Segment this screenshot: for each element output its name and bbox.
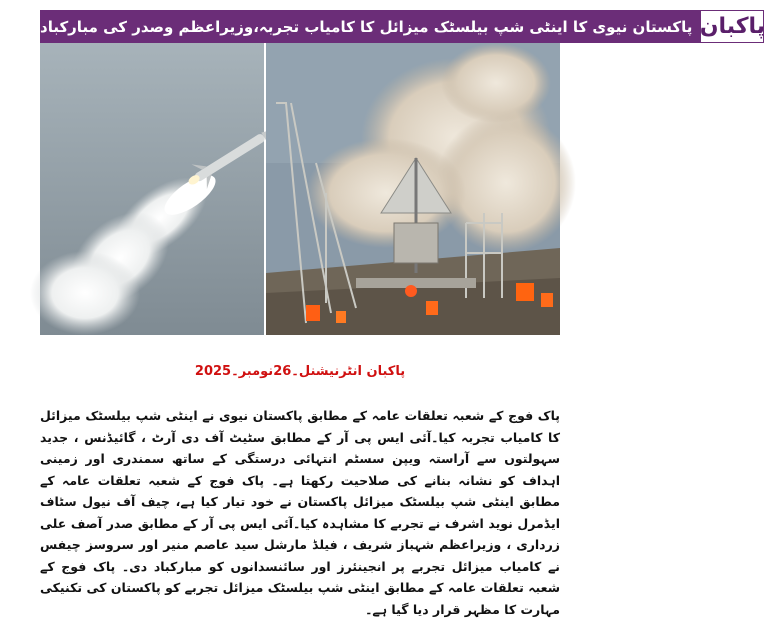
article-body: پاک فوج کے شعبہ تعلقات عامہ کے مطابق پاکستان نیوی نے اینٹی شپ بیلسٹک میزائل کا کامیاب تجربہ کیا۔آئی ایس پی آر کے مطابق سٹیٹ آف دی آرٹ ، گائیڈنس ، جدید سہولتوں سے آراستہ ویپن سسٹم انتہائی درستگی کے ساتھ سمندری اور زمینی اہداف کو نشانہ بنانے کی صلاحیت رکھتا ہے۔ پاک فوج کے شعبہ تعلقات عامہ کے مطابق اینٹی شپ بیلسٹک میزائل پاکستان نے خود تیار کیا ہے، چیف آف نیول سٹاف ایڈمرل نوید اشرف نے تجربے کا مشاہدہ کیا۔آئی ایس پی آر کے مطابق صدر آصف علی زرداری ، وزیراعظم شہباز شریف ، فیلڈ مارشل سید عاصم منیر اور سروسز چیفس نے کامیاب میزائل تجربے پر انجینئرز اور سائنسدانوں کو مبارکباد دی۔ پاک فوج کے شعبہ تعلقات عامہ کے مطابق اینٹی شپ بیلسٹک میزائل تجربے کو پاکستان کی تکنیکی مہارت کا مظہر قرار دیا گیا ہے۔ (40, 408, 560, 617)
ship-deck-launch-photo (266, 43, 560, 335)
dateline: پاکبان انٹرنیشنل۔26نومبر۔2025 (194, 364, 406, 379)
headline: پاکستان نیوی کا اینٹی شپ بیلسٹک میزائل کا کامیاب تجربہ،وزیراعظم وصدر کی مبارکباد (40, 10, 700, 43)
brand-logo: پاکبان (700, 10, 764, 43)
ship-deck-illustration (266, 43, 560, 335)
missile-launch-photo (40, 43, 264, 335)
missile-launch-illustration (40, 43, 264, 335)
header-banner (40, 10, 765, 43)
